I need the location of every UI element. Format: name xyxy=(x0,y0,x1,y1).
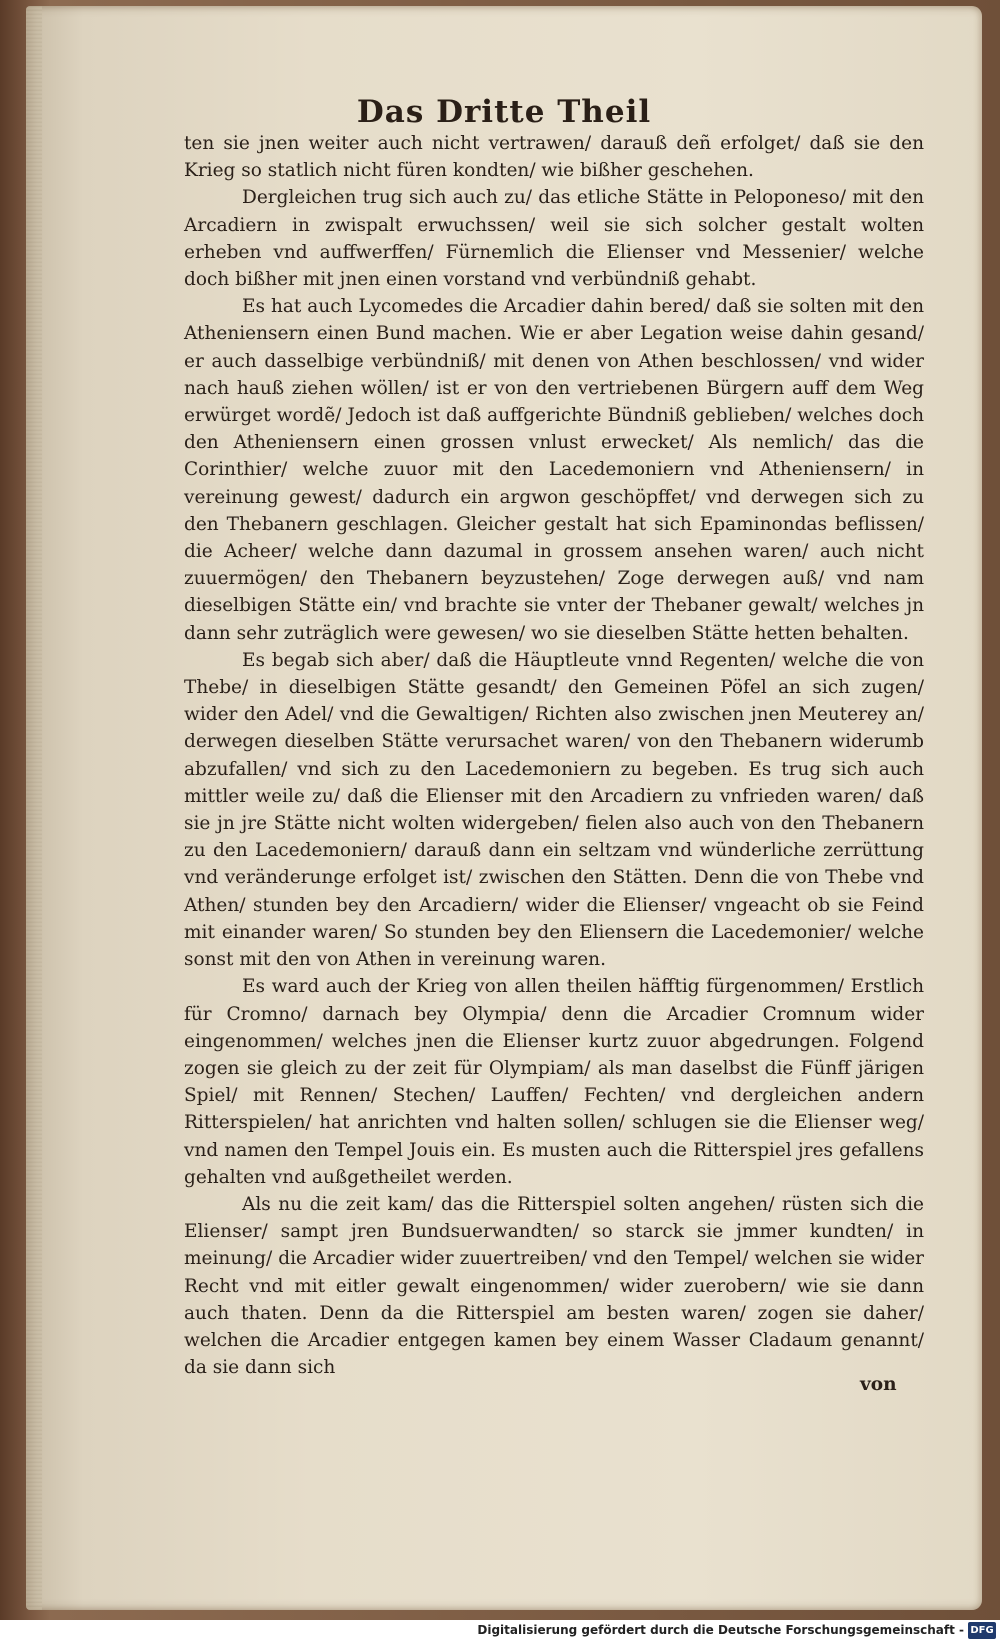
catchword: von xyxy=(860,1374,897,1395)
paragraph-6: Als nu die zeit kam/ das die Ritterspiel solten angehen/ rüsten sich die Elienser/ sampt jren Bundsuerwandten/ so starck sie jmmer kundten/ in meinung/ die Arcadier wider zuuertreiben/ vnd den Tempel/ welchen sie wider Recht vnd mit eitler gewalt eingenommen/ wider zuerobern/ wie sie dann auch thaten. Denn da die Ritterspiel am besten waren/ zogen sie daher/ welchen die Arcadier entgegen kamen bey einem Wasser Cladaum genannt/ da sie dann sich xyxy=(184,1193,924,1379)
paragraph-2: Dergleichen trug sich auch zu/ das etliche Stätte in Peloponeso/ mit den Arcadiern in zwispalt erwuchssen/ weil sie sich solcher gestalt wolten erheben vnd auffwerffen/ Fürnemlich die Elienser vnd Messenier/ welche doch bißher mit jnen einen vorstand vnd verbündniß gehabt. xyxy=(184,187,924,291)
paragraph-4: Es begab sich aber/ daß die Häuptleute vnnd Regenten/ welche die von Thebe/ in dieselbigen Stätte gesandt/ den Gemeinen Pöfel an sich zugen/ wider den Adel/ vnd die Gewaltigen/ Richten also zwischen jnen Meuterey an/ derwegen dieselben Stätte verursachet waren/ von den Thebanern widerumb abzufallen/ vnd sich zu den Lacedemoniern zu begeben. Es trug sich auch mittler weile zu/ daß die Elienser mit den Arcadiern zu vnfrieden waren/ daß sie jn jre Stätte nicht wolten widergeben/ fielen also auch von den Thebanern zu den Lacedemoniern/ darauß dann ein seltzam vnd wünderliche zerrüttung vnd veränderunge erfolget ist/ zwischen den Stätten. Denn die von Thebe vnd Athen/ stunden bey den Arcadiern/ wider die Elienser/ vngeacht ob sie Feind mit einander waren/ So stunden bey den Eliensern die Lacedemonier/ welche sonst mit den von Athen in vereinung waren. xyxy=(184,649,924,971)
page-body-text xyxy=(184,130,924,1381)
footer-bar xyxy=(0,1620,1000,1643)
paragraph-5: Es ward auch der Krieg von allen theilen häfftig fürgenommen/ Erstlich für Cromno/ darnach bey Olympia/ denn die Arcadier Cromnum wider eingenommen/ welches jnen die Elienser kurtz zuuor abgedrungen. Folgend zogen sie gleich zu der zeit für Olympiam/ als man daselbst die Fünff järigen Spiel/ mit Rennen/ Stechen/ Lauffen/ Fechten/ vnd dergleichen andern Ritterspielen/ hat anrichten vnd halten sollen/ schlugen sie die Elienser weg/ vnd namen den Tempel Jouis ein. Es musten auch die Ritterspiel jres gefallens gehalten vnd außgetheilet werden. xyxy=(184,976,924,1188)
page-fore-edge xyxy=(26,6,42,1610)
paragraph-1: ten sie jnen weiter auch nicht vertrawen/ darauß deñ erfolget/ daß sie den Krieg so statlich nicht füren kondten/ wie bißher geschehen. xyxy=(184,133,924,182)
paragraph-3: Es hat auch Lycomedes die Arcadier dahin bered/ daß sie solten mit den Atheniensern einen Bund machen. Wie er aber Legation weise dahin gesand/ er auch dasselbige verbündniß/ mit denen von Athen beschlossen/ vnd wider nach hauß ziehen wöllen/ ist er von den vertriebenen Bürgern auff dem Weg erwürget wordẽ/ Jedoch ist daß auffgerichte Bündniß geblieben/ welches doch den Atheniensern einen grossen vnlust erwecket/ Als nemlich/ das die Corinthier/ welche zuuor mit den Lacedemoniern vnd Atheniensern/ in vereinung gewest/ dadurch ein argwon geschöpffet/ vnd derwegen sich zu den Thebanern geschlagen. Gleicher gestalt hat sich Epaminondas beflissen/ die Acheer/ welche dann dazumal in grossem ansehen waren/ auch nicht zuuermögen/ den Thebanern beyzustehen/ Zoge derwegen auß/ vnd nam dieselbigen Stätte ein/ vnd brachte sie vnter der Thebaner gewalt/ welches jn dann sehr zuträglich were gewesen/ wo sie dieselben Stätte hetten behalten. xyxy=(184,296,924,644)
dfg-logo-icon: DFG xyxy=(968,1622,996,1639)
running-head: Das Dritte Theil xyxy=(356,94,652,130)
funding-note: Digitalisierung gefördert durch die Deutsche Forschungsgemeinschaft - xyxy=(477,1623,964,1637)
